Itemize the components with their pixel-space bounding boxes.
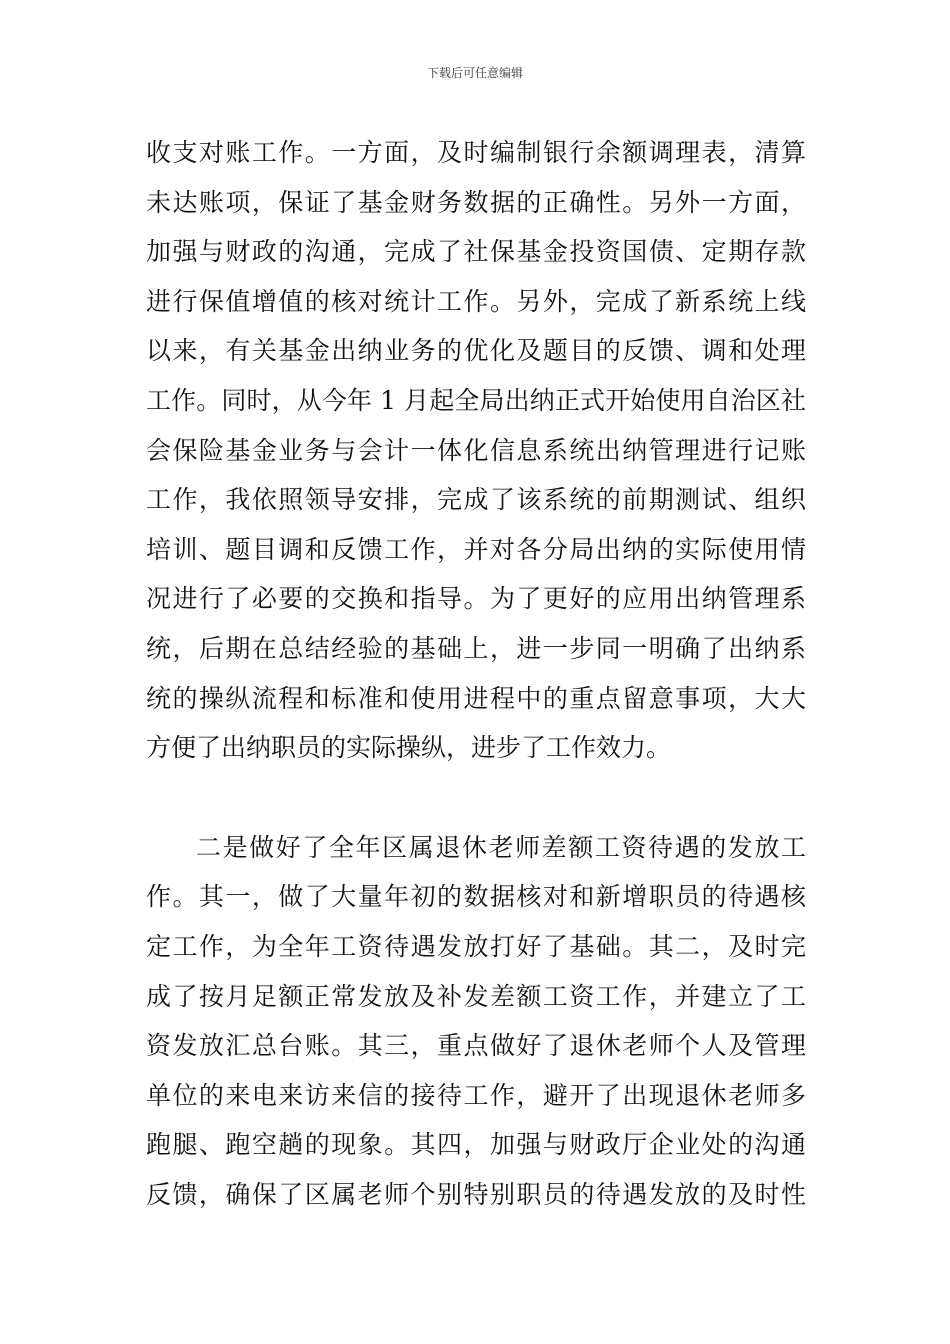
text-line: 收支对账工作。一方面，及时编制银行余额调理表，清算 [146,138,806,167]
paragraph-2 [146,823,806,1220]
text-line: 统的操纵流程和标准和使用进程中的重点留意事项，大大 [146,683,806,713]
text-line: 成了按月足额正常发放及补发差额工资工作，并建立了工 [146,981,806,1011]
text-line: 单位的来电来访来信的接待工作，避开了出现退休老师多 [146,1080,806,1110]
paragraph-spacer [146,773,806,823]
text-line: 资发放汇总台账。其三，重点做好了退休老师个人及管理 [146,1031,806,1061]
text-line: 定工作，为全年工资待遇发放打好了基础。其二，及时完 [146,931,806,961]
paragraph-1 [146,128,806,773]
text-line: 二是做好了全年区属退休老师差额工资待遇的发放工 [196,832,806,862]
text-line: 方便了出纳职员的实际操纵，进步了工作效力。 [146,733,672,763]
page-header: 下载后可任意编辑 [426,66,523,80]
text-line: 工作。同时，从今年 1 月起全局出纳正式开始使用自治区社 [146,385,806,415]
text-line: 工作，我依照领导安排，完成了该系统的前期测试、组织 [146,485,806,515]
text-line: 会保险基金业务与会计一体化信息系统出纳管理进行记账 [146,435,806,465]
text-line: 况进行了必要的交换和指导。为了更好的应用出纳管理系 [146,584,806,614]
text-line: 以来，有关基金出纳业务的优化及题目的反馈、调和处理 [146,336,806,366]
text-line: 未达账项，保证了基金财务数据的正确性。另外一方面， [146,187,806,217]
text-line: 加强与财政的沟通，完成了社保基金投资国债、定期存款 [146,237,806,267]
text-line: 培训、题目调和反馈工作，并对各分局出纳的实际使用情 [146,534,806,564]
text-line: 跑腿、跑空趟的现象。其四，加强与财政厅企业处的沟通 [146,1130,806,1160]
document-body [146,128,806,1219]
text-line: 反馈，确保了区属老师个别特别职员的待遇发放的及时性 [146,1179,806,1209]
text-line: 作。其一，做了大量年初的数据核对和新增职员的待遇核 [146,882,806,912]
text-line: 进行保值增值的核对统计工作。另外，完成了新系统上线 [146,286,806,316]
text-line: 统，后期在总结经验的基础上，进一步同一明确了出纳系 [146,633,806,663]
